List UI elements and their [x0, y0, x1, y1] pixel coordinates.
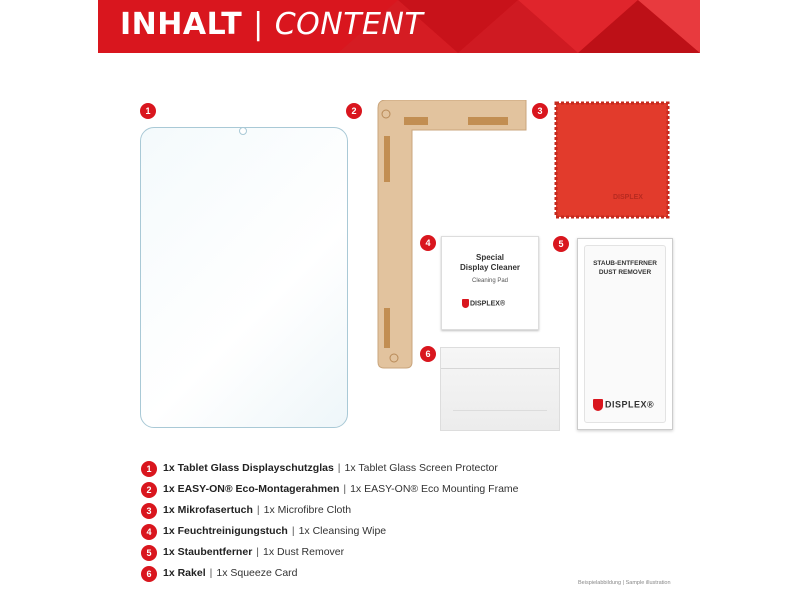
card-fold-line: [441, 368, 559, 369]
dust-remover-image: [577, 238, 673, 430]
item-badge-6: 6: [420, 346, 436, 362]
dust-remover-sticker: [584, 245, 666, 423]
wipe-brand: DISPLEX®: [470, 300, 506, 308]
list-badge: 6: [141, 566, 157, 582]
item-badge-5: 5: [553, 236, 569, 252]
item-german: 1x EASY-ON® Eco-Montagerahmen: [163, 483, 340, 495]
item-english: 1x Tablet Glass Screen Protector: [344, 462, 498, 474]
item-english: 1x Squeeze Card: [216, 567, 298, 579]
list-badge: 2: [141, 482, 157, 498]
item-german: 1x Rakel: [163, 567, 206, 579]
dust-brand: DISPLEX®: [605, 399, 655, 410]
sample-caption: Beispielabbildung | Sample illustration: [578, 580, 671, 586]
page-title: [120, 7, 423, 42]
title-separator: |: [253, 7, 264, 42]
camera-cutout: [239, 127, 247, 135]
card-fold-line: [453, 410, 547, 411]
wipe-line1: Special: [475, 253, 504, 262]
title-german: INHALT: [120, 7, 243, 42]
item-badge-2: 2: [346, 103, 362, 119]
cloth-brand: DISPLEX: [613, 194, 643, 201]
item-german: 1x Mikrofasertuch: [163, 504, 253, 516]
item-german: 1x Staubentferner: [163, 546, 253, 558]
shield-icon: [593, 399, 603, 411]
item-badge-3: 3: [532, 103, 548, 119]
title-english: CONTENT: [274, 7, 424, 42]
header-banner: [98, 0, 700, 53]
shield-icon: [462, 299, 469, 308]
item-english: 1x Cleansing Wipe: [298, 525, 387, 537]
wipe-logo: [462, 299, 505, 308]
list-badge: 4: [141, 524, 157, 540]
squeeze-card-image: [440, 347, 560, 431]
list-badge: 5: [141, 545, 157, 561]
dust-line1: STAUB-ENTFERNER: [593, 260, 657, 267]
item-badge-1: 1: [140, 103, 156, 119]
list-badge: 1: [141, 461, 157, 477]
item-english: 1x EASY-ON® Eco Mounting Frame: [350, 483, 519, 495]
tablet-glass-image: [140, 127, 348, 428]
item-english: 1x Microfibre Cloth: [263, 504, 352, 516]
item-badge-4: 4: [420, 235, 436, 251]
dust-line2: DUST REMOVER: [598, 269, 652, 276]
item-german: 1x Tablet Glass Displayschutzglas: [163, 462, 334, 474]
wipe-line3: Cleaning Pad: [471, 278, 509, 284]
item-english: 1x Dust Remover: [263, 546, 345, 558]
cleansing-wipe-image: [441, 236, 539, 330]
list-badge: 3: [141, 503, 157, 519]
microfibre-cloth-image: [553, 100, 671, 220]
item-german: 1x Feuchtreinigungstuch: [163, 525, 288, 537]
wipe-line2: Display Cleaner: [459, 263, 521, 272]
dust-logo: [593, 399, 654, 411]
